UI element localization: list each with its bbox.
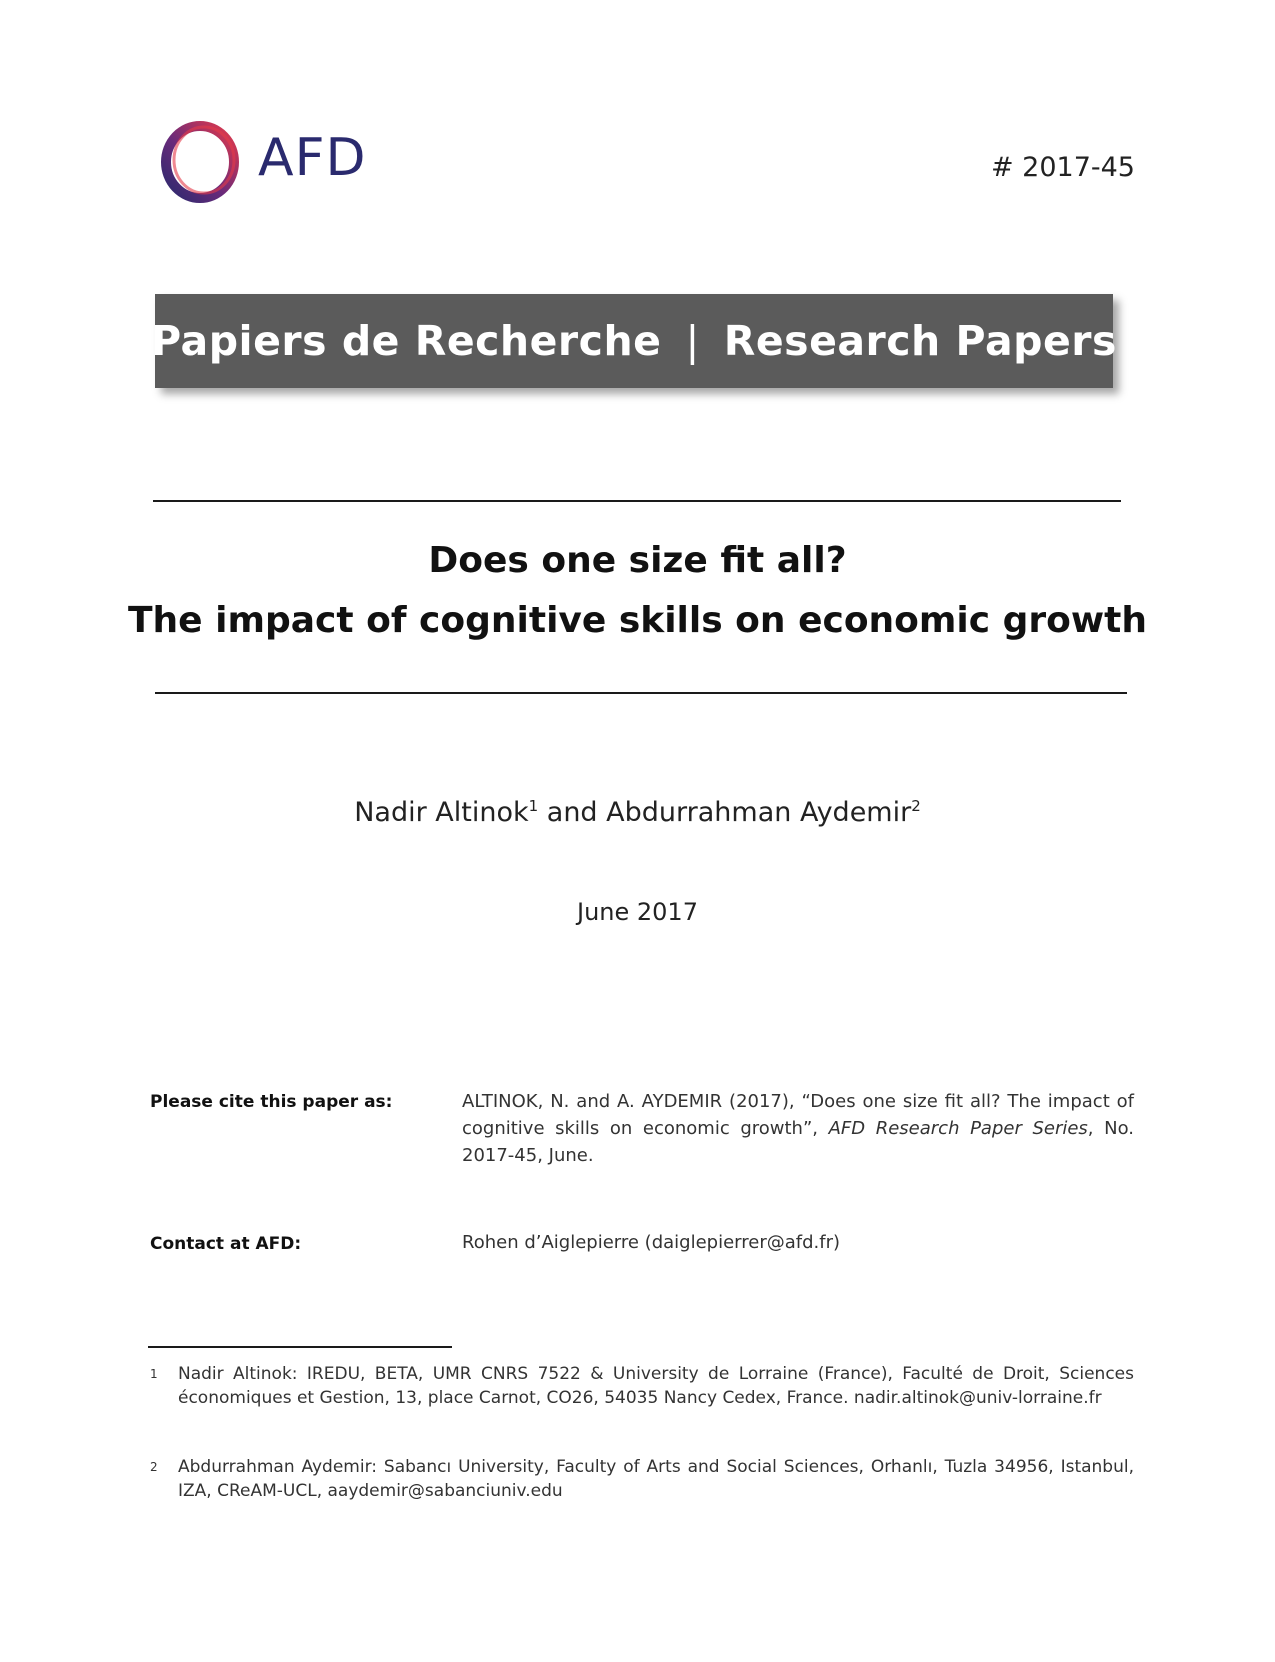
page-title-line1: Does one size fit all? [428,540,847,581]
banner-english: Research Papers [723,317,1117,365]
author-1-footnote-mark: 1 [528,797,539,815]
series-banner [151,294,1117,388]
citation-series: AFD Research Paper Series [828,1118,1088,1139]
citation-end: , No. 2017-45, June. [462,1118,1134,1166]
footnote-text: Nadir Altinok: IREDU, BETA, UMR CNRS 7522 & University de Lorraine (France), Faculté de Droit, Sciences économiques et Gestion, 13, place Carnot, CO26, 54035 Nancy Cedex, France. nadir.altinok@univ-lorraine.fr [178,1364,1134,1408]
logo-text: AFD [258,128,367,188]
contact-label: Contact at AFD: [150,1234,302,1254]
afd-logo [150,118,410,208]
afd-ring-icon [158,118,254,208]
page-title-line2: The impact of cognitive skills on economic growth [127,600,1147,641]
author-2: Abdurrahman Aydemir [606,797,912,828]
title-rule-bottom [155,692,1127,694]
paper-number: # 2017-45 [990,152,1135,183]
banner-separator: | [685,317,700,365]
title-rule-top [153,500,1121,502]
footnote-1 [150,1362,1134,1410]
footnote-number: 1 [150,1367,158,1381]
publication-date: June 2017 [577,898,698,926]
citation-main: ALTINOK, N. and A. AYDEMIR (2017), “Does one size fit all? The impact of cognitive skills on economic growth”, [462,1091,1134,1139]
footnote-2 [150,1455,1134,1503]
footnote-rule [148,1346,452,1348]
author-1: Nadir Altinok [354,797,529,828]
citation-text [462,1088,1134,1169]
cite-label: Please cite this paper as: [150,1092,393,1112]
banner-french: Papiers de Recherche [151,317,662,365]
footnote-text: Abdurrahman Aydemir: Sabancı University, Faculty of Arts and Social Sciences, Orhanlı, Tuzla 34956, Istanbul, IZA, CReAM-UCL, aaydemir@sabanciuniv.edu [178,1457,1134,1501]
author-2-footnote-mark: 2 [911,797,921,815]
author-connector: and [538,797,607,828]
footnote-number: 2 [150,1460,158,1474]
contact-value: Rohen d’Aiglepierre (daiglepierrer@afd.fr) [462,1232,840,1253]
authors [0,797,1275,828]
